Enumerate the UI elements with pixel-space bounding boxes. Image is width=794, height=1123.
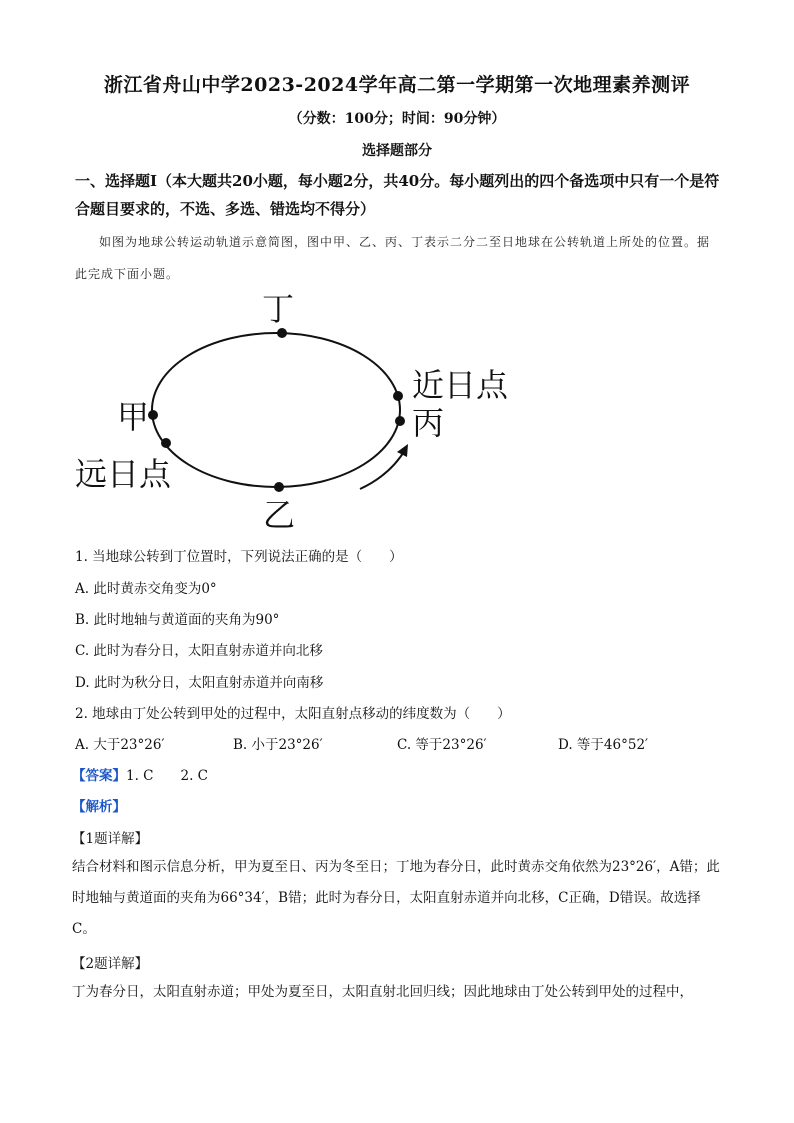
analysis-heading <box>72 795 126 815</box>
aphelion-dot <box>161 438 171 448</box>
label-ding: 丁 <box>262 290 295 328</box>
orbit-ellipse <box>152 333 400 487</box>
revolution-direction-arrow <box>360 450 405 489</box>
exam-info: （分数：100分；时间：90分钟） <box>288 111 506 127</box>
position-jia-dot <box>148 410 158 420</box>
section-heading: 选择题部分 <box>362 143 432 159</box>
label-perihelion: 近日点 <box>412 366 509 404</box>
answer-tag: 【答案】 <box>72 768 126 784</box>
earth-orbit-diagram <box>60 280 530 530</box>
document-title: 浙江省舟山中学2023-2024学年高二第一学期第一次地理素养测评 <box>103 74 691 96</box>
question-1-option-c: C. 此时为春分日，太阳直射赤道并向北移 <box>75 643 323 659</box>
label-jia: 甲 <box>117 398 150 436</box>
question-2-option-c: C. 等于23°26′ <box>397 737 487 753</box>
question-1-stem: 1. 当地球公转到丁位置时，下列说法正确的是（ ） <box>75 549 403 565</box>
perihelion-dot <box>393 391 403 401</box>
q2-detail-title: 【2题详解】 <box>72 956 149 972</box>
q1-detail-text: 结合材料和图示信息分析，甲为夏至日、丙为冬至日；丁地为春分日，此时黄赤交角依然为23°26′，A错；此时地轴与黄道面的夹角为66°34′，B错；此时为春分日，太阳直射赤道并向北移，C正确，D错误。故选择C。 <box>72 859 720 937</box>
label-bing: 丙 <box>412 404 445 442</box>
analysis-tag: 【解析】 <box>72 799 126 815</box>
q1-detail-title: 【1题详解】 <box>72 831 149 847</box>
question-1-option-b: B. 此时地轴与黄道面的夹角为90° <box>75 612 280 628</box>
question-2-option-d: D. 等于46°52′ <box>558 737 649 753</box>
section-instructions: 一、选择题Ⅰ（本大题共20小题，每小题2分，共40分。每小题列出的四个备选项中只有一个是符合题目要求的，不选、多选、错选均不得分） <box>75 172 720 218</box>
question-2-option-b: B. 小于23°26′ <box>233 737 323 753</box>
q2-detail-text: 丁为春分日，太阳直射赤道；甲处为夏至日，太阳直射北回归线；因此地球由丁处公转到甲处的过程中， <box>72 984 693 1000</box>
label-yi: 乙 <box>263 496 296 530</box>
question-material: 如图为地球公转运动轨道示意简图，图中甲、乙、丙、丁表示二分二至日地球在公转轨道上所处的位置。据此完成下面小题。 <box>75 235 711 281</box>
answer-text: 1. C 2. C <box>126 768 209 784</box>
answer-line <box>72 764 208 784</box>
question-1-option-d: D. 此时为秋分日，太阳直射赤道并向南移 <box>75 675 324 691</box>
position-ding-dot <box>277 328 287 338</box>
position-bing-dot <box>395 416 405 426</box>
question-1-option-a: A. 此时黄赤交角变为0° <box>75 581 217 597</box>
question-2-stem: 2. 地球由丁处公转到甲处的过程中，太阳直射点移动的纬度数为（ ） <box>75 706 511 722</box>
label-aphelion: 远日点 <box>75 455 172 493</box>
position-yi-dot <box>274 482 284 492</box>
question-2-option-a: A. 大于23°26′ <box>75 737 165 753</box>
